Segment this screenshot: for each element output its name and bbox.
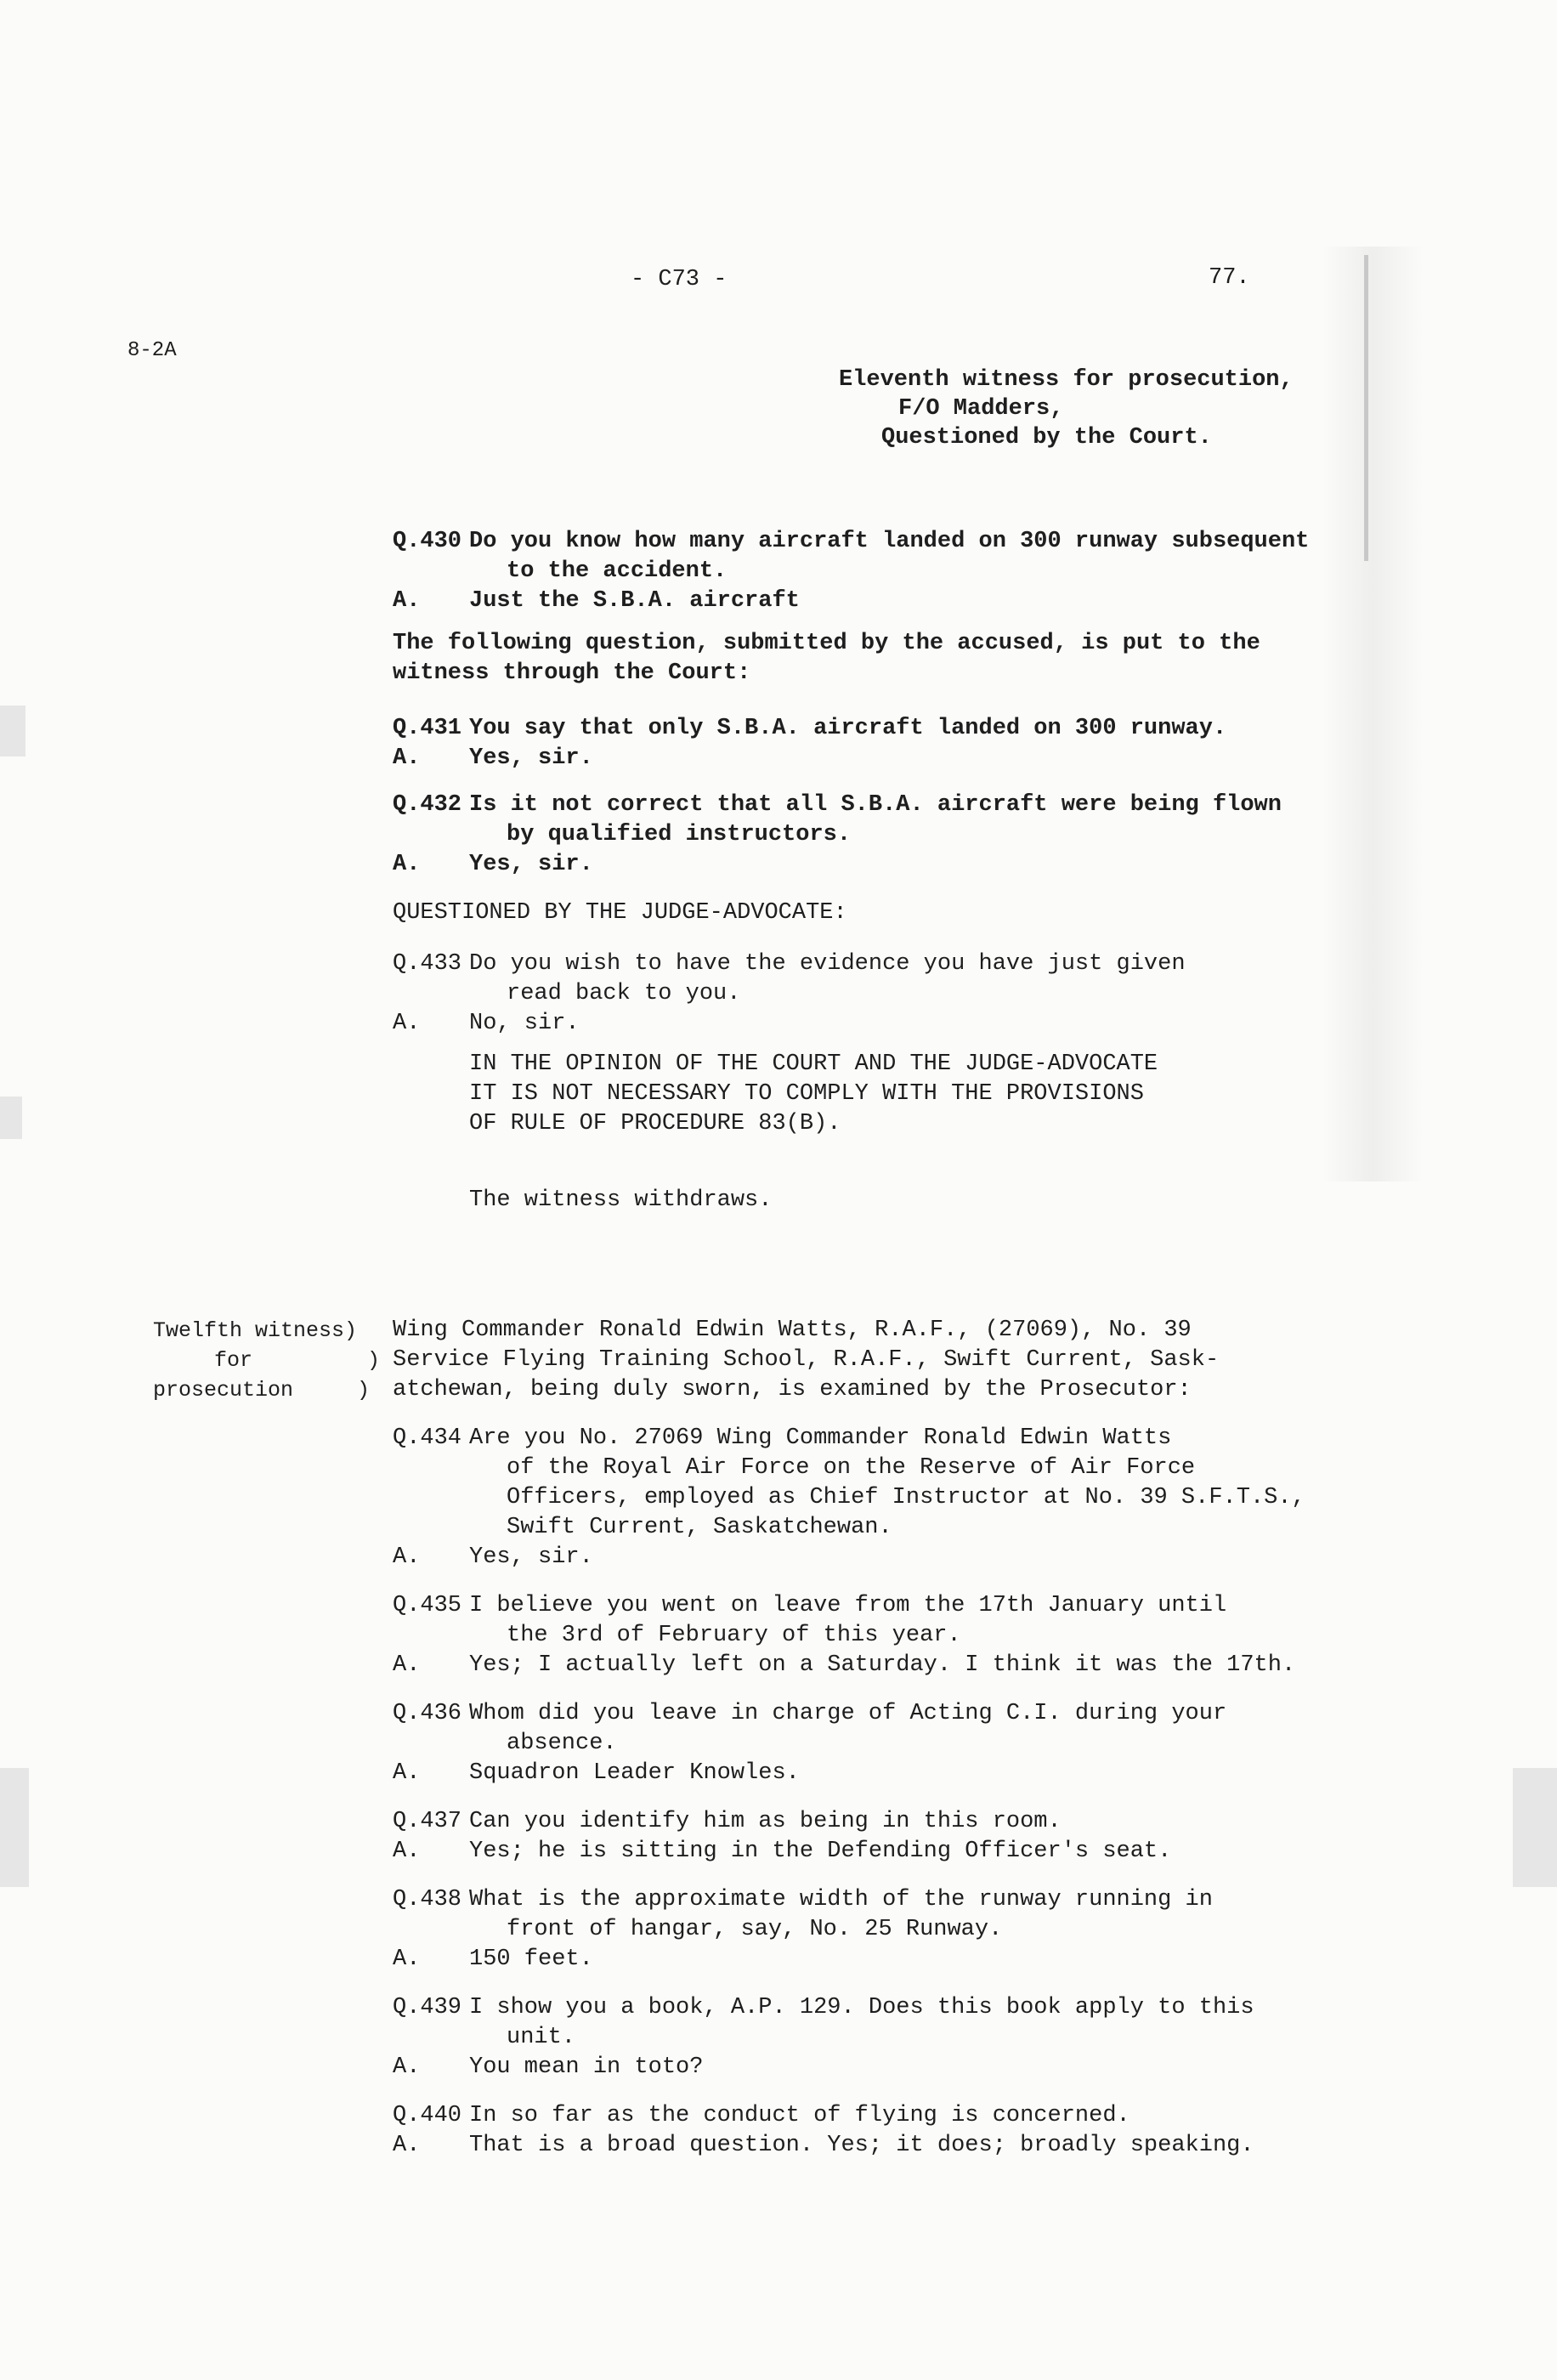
qa-row — [393, 2023, 1370, 2053]
answer-label: A. — [393, 1652, 421, 1678]
answer-label: A. — [393, 1946, 421, 1972]
question-text: front of hangar, say, No. 25 Runway. — [507, 1917, 1003, 1942]
qa-row — [393, 979, 1370, 1009]
question-text: the 3rd of February of this year. — [507, 1623, 961, 1648]
answer-text: No, sir. — [469, 1011, 580, 1036]
question-number: Q.434 — [393, 1425, 462, 1451]
court-opinion — [469, 1050, 1158, 1139]
question-text: I believe you went on leave from the 17th January until — [469, 1593, 1227, 1618]
answer-text: Squadron Leader Knowles. — [469, 1760, 800, 1786]
answer-label: A. — [393, 1760, 421, 1786]
scan-edge-mark — [0, 1096, 22, 1139]
judge-qa-block — [393, 949, 1370, 1039]
label-line: prosecution ) — [153, 1378, 371, 1402]
question-number: Q.431 — [393, 716, 462, 741]
scan-edge-mark — [1364, 255, 1368, 561]
question-text: You say that only S.B.A. aircraft landed on 300 runway. — [469, 716, 1227, 741]
qa-row — [393, 1424, 1370, 1454]
qa-row — [393, 1945, 1370, 1975]
scan-edge-mark — [0, 1768, 29, 1887]
page-number: 77. — [1209, 265, 1250, 291]
qa-row — [393, 850, 1370, 880]
intro-line: atchewan, being duly sworn, is examined by the Prosecutor: — [393, 1377, 1192, 1402]
answer-label: A. — [393, 2054, 421, 2080]
qa-row — [393, 1651, 1370, 1680]
answer-label: A. — [393, 1011, 421, 1036]
question-number: Q.435 — [393, 1593, 462, 1618]
judge-advocate-heading: QUESTIONED BY THE JUDGE-ADVOCATE: — [393, 900, 847, 926]
question-number: Q.430 — [393, 529, 462, 554]
qa-row — [393, 557, 1370, 586]
answer-text: Yes, sir. — [469, 745, 593, 771]
qa-row — [393, 1837, 1370, 1867]
label-line: for ) — [214, 1348, 381, 1373]
answer-label: A. — [393, 588, 421, 614]
qa-row — [393, 586, 1370, 616]
qa-row — [393, 790, 1370, 820]
question-text: Officers, employed as Chief Instructor at No. 39 S.F.T.S., — [507, 1485, 1305, 1510]
question-text: I show you a book, A.P. 129. Does this book apply to this — [469, 1995, 1254, 2020]
qa-row — [393, 1513, 1370, 1543]
question-text: Do you wish to have the evidence you have just given — [469, 951, 1186, 977]
question-text: unit. — [507, 2025, 576, 2050]
answer-label: A. — [393, 2133, 421, 2158]
opinion-line: IN THE OPINION OF THE COURT AND THE JUDGE-ADVOCATE — [469, 1051, 1158, 1077]
question-number: Q.438 — [393, 1887, 462, 1912]
page-code: - C73 - — [631, 267, 728, 292]
scan-edge-mark — [1513, 1768, 1557, 1887]
answer-text: 150 feet. — [469, 1946, 593, 1972]
intro-line: The following question, submitted by the accused, is put to the — [393, 631, 1260, 656]
qa-row — [393, 1885, 1370, 1915]
qa-row — [393, 1699, 1370, 1729]
qa-row — [393, 2101, 1370, 2131]
answer-text: Yes, sir. — [469, 852, 593, 877]
qa-row — [393, 1759, 1370, 1788]
accused-question-intro — [393, 629, 1260, 688]
qa-row — [393, 527, 1370, 557]
answer-text: That is a broad question. Yes; it does; broadly speaking. — [469, 2133, 1254, 2158]
qa-row — [393, 1454, 1370, 1483]
qa-row — [393, 2053, 1370, 2082]
question-number: Q.437 — [393, 1809, 462, 1834]
qa-row — [393, 714, 1370, 744]
court-qa-block-3 — [393, 790, 1370, 880]
examination-block — [393, 1424, 1370, 2161]
question-text: absence. — [507, 1731, 617, 1756]
question-text: read back to you. — [507, 981, 741, 1006]
answer-label: A. — [393, 852, 421, 877]
qa-row — [393, 1621, 1370, 1651]
witness-heading-line3: Questioned by the Court. — [881, 425, 1212, 450]
question-text: Can you identify him as being in this room. — [469, 1809, 1062, 1834]
question-number: Q.440 — [393, 2103, 462, 2128]
qa-row — [393, 744, 1370, 774]
question-number: Q.432 — [393, 792, 462, 818]
qa-row — [393, 2131, 1370, 2161]
qa-row — [393, 1915, 1370, 1945]
question-number: Q.439 — [393, 1995, 462, 2020]
intro-line: Service Flying Training School, R.A.F., Swift Current, Sask- — [393, 1347, 1220, 1373]
court-qa-block-1 — [393, 527, 1370, 616]
witness-withdraws: The witness withdraws. — [469, 1187, 773, 1213]
question-text: by qualified instructors. — [507, 822, 852, 847]
answer-text: Yes, sir. — [469, 1544, 593, 1570]
intro-line: witness through the Court: — [393, 660, 751, 686]
qa-row — [393, 1729, 1370, 1759]
twelfth-witness-label — [153, 1316, 380, 1405]
qa-row — [393, 820, 1370, 850]
opinion-line: IT IS NOT NECESSARY TO COMPLY WITH THE PROVISIONS — [469, 1081, 1144, 1107]
court-qa-block-2 — [393, 714, 1370, 774]
question-number: Q.436 — [393, 1701, 462, 1726]
question-text: Do you know how many aircraft landed on 300 runway subsequent — [469, 529, 1310, 554]
qa-row — [393, 1543, 1370, 1572]
answer-text: You mean in toto? — [469, 2054, 704, 2080]
answer-text: Just the S.B.A. aircraft — [469, 588, 800, 614]
answer-label: A. — [393, 1839, 421, 1864]
qa-row — [393, 1009, 1370, 1039]
question-number: Q.433 — [393, 951, 462, 977]
qa-row — [393, 949, 1370, 979]
intro-line: Wing Commander Ronald Edwin Watts, R.A.F., (27069), No. 39 — [393, 1318, 1192, 1343]
margin-reference: 8-2A — [127, 339, 177, 362]
opinion-line: OF RULE OF PROCEDURE 83(B). — [469, 1111, 841, 1136]
scan-edge-mark — [0, 706, 25, 756]
question-text: Are you No. 27069 Wing Commander Ronald Edwin Watts — [469, 1425, 1172, 1451]
question-text: What is the approximate width of the runway running in — [469, 1887, 1213, 1912]
answer-label: A. — [393, 745, 421, 771]
answer-label: A. — [393, 1544, 421, 1570]
witness-heading-line2: F/O Madders, — [898, 396, 1064, 422]
qa-row — [393, 1591, 1370, 1621]
qa-row — [393, 1993, 1370, 2023]
twelfth-witness-intro — [393, 1316, 1219, 1405]
answer-text: Yes; he is sitting in the Defending Officer's seat. — [469, 1839, 1172, 1864]
answer-text: Yes; I actually left on a Saturday. I think it was the 17th. — [469, 1652, 1296, 1678]
witness-heading-line1: Eleventh witness for prosecution, — [839, 367, 1294, 393]
question-text: Is it not correct that all S.B.A. aircraft were being flown — [469, 792, 1282, 818]
question-text: Whom did you leave in charge of Acting C.I. during your — [469, 1701, 1227, 1726]
qa-row — [393, 1483, 1370, 1513]
question-text: Swift Current, Saskatchewan. — [507, 1515, 892, 1540]
question-text: In so far as the conduct of flying is concerned. — [469, 2103, 1130, 2128]
qa-row — [393, 1807, 1370, 1837]
question-text: to the accident. — [507, 558, 728, 584]
label-line: Twelfth witness) — [153, 1318, 358, 1343]
question-text: of the Royal Air Force on the Reserve of Air Force — [507, 1455, 1196, 1481]
